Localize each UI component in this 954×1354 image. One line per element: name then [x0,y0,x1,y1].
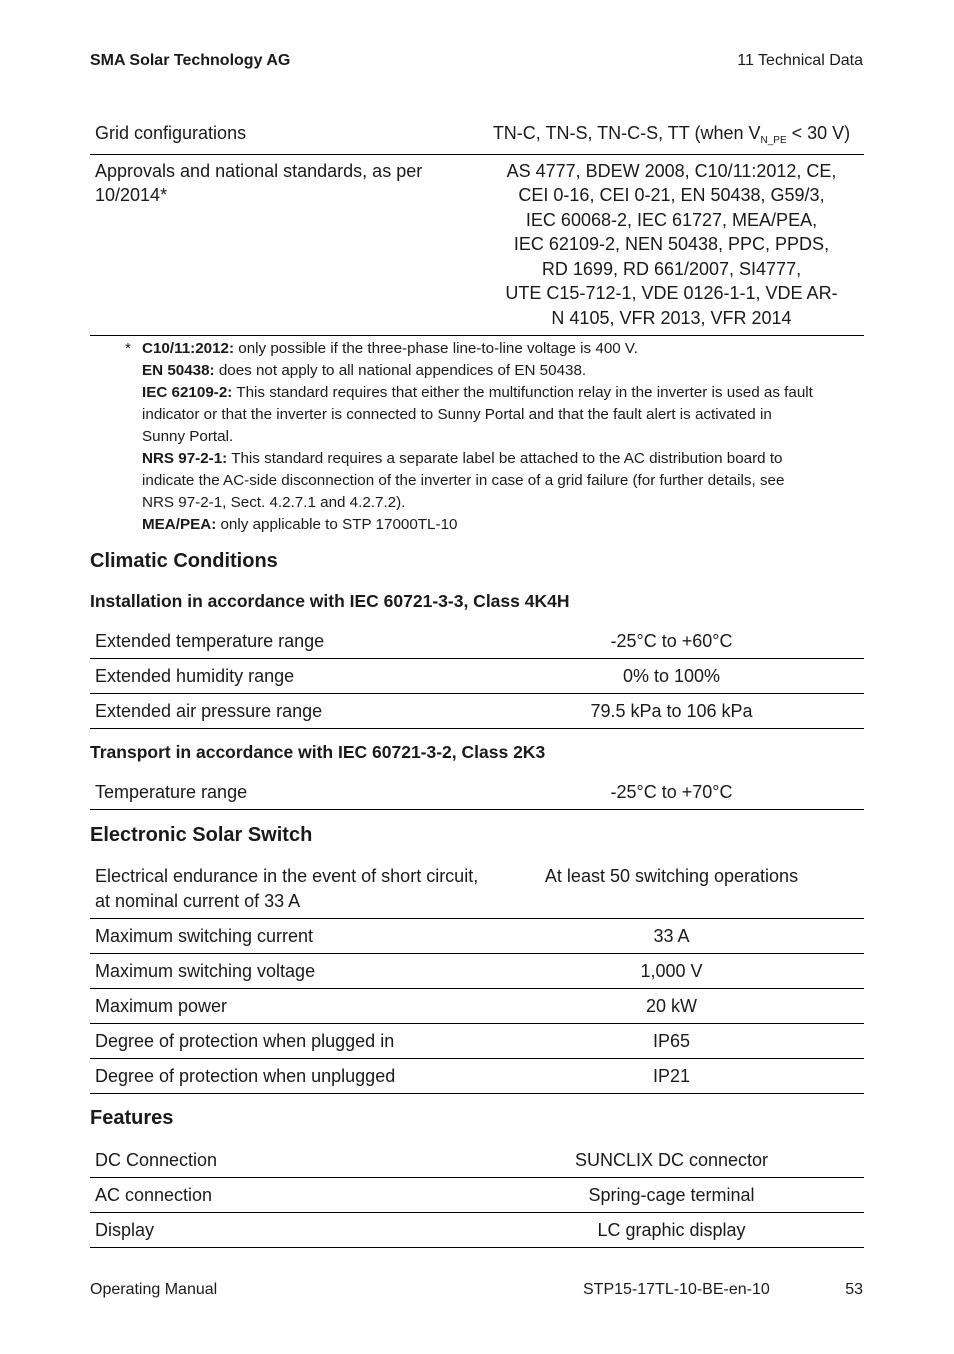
row-label: DC Connection [90,1143,479,1178]
features-table [90,1143,864,1248]
footnote-item: NRS 97-2-1: This standard requires a separate label be attached to the AC distribution board to [142,450,783,467]
row-value: IP65 [479,1024,864,1059]
row-value: 79.5 kPa to 106 kPa [479,694,864,729]
table-row [90,775,864,810]
row-label: Electrical endurance in the event of short circuit, at nominal current of 33 A [90,860,479,919]
row-value: SUNCLIX DC connector [479,1143,864,1178]
row-value: 1,000 V [479,954,864,989]
footnote-item: IEC 62109-2: This standard requires that either the multifunction relay in the inverter is used as fault [142,384,813,401]
installation-table [90,624,864,729]
header-company: SMA Solar Technology AG [90,52,291,69]
grid-approvals-table [90,116,864,336]
subscript-npe: N_PE [760,135,787,146]
ess-table [90,860,864,1094]
footer-manual: Operating Manual [90,1281,218,1298]
row-label: Display [90,1213,479,1248]
footnote-item: C10/11:2012: only possible if the three-phase line-to-line voltage is 400 V. [142,340,638,357]
footer-page-number: 53 [845,1281,863,1298]
heading-ess: Electronic Solar Switch [90,824,313,846]
table-row [90,694,864,729]
row-value: TN-C, TN-S, TN-C-S, TT (when $V_{N\_PE} < 30$ V) [479,116,864,154]
heading-transport: Transport in accordance with IEC 60721-3-2, Class 2K3 [90,742,546,762]
row-label: Maximum switching current [90,919,479,954]
row-label: Maximum switching voltage [90,954,479,989]
footer-doc-id: STP15-17TL-10-BE-en-10 [583,1281,770,1298]
heading-installation: Installation in accordance with IEC 60721-3-3, Class 4K4H [90,591,570,611]
table-row [90,624,864,659]
table-row [90,1059,864,1094]
row-label: Extended temperature range [90,624,479,659]
table-row [90,1178,864,1213]
row-label: Approvals and national standards, as per 10/2014* [90,154,479,336]
table-row-endurance [90,860,864,919]
table-row [90,954,864,989]
row-label: Grid configurations [90,116,479,154]
row-value: At least 50 switching operations [479,860,864,919]
header-section: 11 Technical Data [737,52,863,69]
table-row-grid [90,116,864,154]
row-value: IP21 [479,1059,864,1094]
row-label: Temperature range [90,775,479,810]
row-value: 20 kW [479,989,864,1024]
transport-table [90,775,864,810]
row-label: Extended humidity range [90,659,479,694]
row-value: AS 4777, BDEW 2008, C10/11:2012, CE, CEI 0-16, CEI 0-21, EN 50438, G59/3, IEC 60068-2, IEC 61727, MEA/PEA, IEC 62109-2, NEN 50438, PPC, PPDS, RD 1699, RD 661/2007, SI4777, UTE C15-712-1, VDE 0126-1-1, VDE AR- N 4105, VFR 2013, VFR 2014 [479,154,864,336]
table-row-approvals [90,154,864,336]
row-value: -25°C to +60°C [479,624,864,659]
table-row [90,989,864,1024]
row-label: Degree of protection when unplugged [90,1059,479,1094]
row-label: AC connection [90,1178,479,1213]
row-value: LC graphic display [479,1213,864,1248]
heading-features: Features [90,1107,174,1129]
table-row [90,1143,864,1178]
table-row [90,1213,864,1248]
table-row [90,659,864,694]
row-label: Extended air pressure range [90,694,479,729]
footnote-item: EN 50438: does not apply to all national appendices of EN 50438. [142,362,587,379]
footnote: * C10/11:2012: only possible if the three-phase line-to-line voltage is 400 V. EN 50438: does not apply to all national appendices of EN 50438. IEC 62109-2: This standard requires that either the multifunction relay in the inverter is used as fault indicator or that the inverter is connected to Sunny Portal and that the fault alert is activated in Sunny Portal. NRS 97-2-1: This standard requires a separate label be attached to the AC distribution board to indicate the AC-side disconnection of the inverter in case of a grid failure (for further details, see NRS 97-2-1, Sect. 4.2.7.1 and 4.2.7.2). MEA/PEA: only applicable to STP 17000TL-10 [125,338,845,536]
footnote-marker: * [125,340,131,357]
row-label: Degree of protection when plugged in [90,1024,479,1059]
heading-climatic: Climatic Conditions [90,550,278,572]
row-value: 0% to 100% [479,659,864,694]
table-row [90,1024,864,1059]
row-value: Spring-cage terminal [479,1178,864,1213]
row-label: Maximum power [90,989,479,1024]
table-row [90,919,864,954]
row-value: -25°C to +70°C [479,775,864,810]
row-value: 33 A [479,919,864,954]
footnote-item: MEA/PEA: only applicable to STP 17000TL-10 [142,516,458,533]
